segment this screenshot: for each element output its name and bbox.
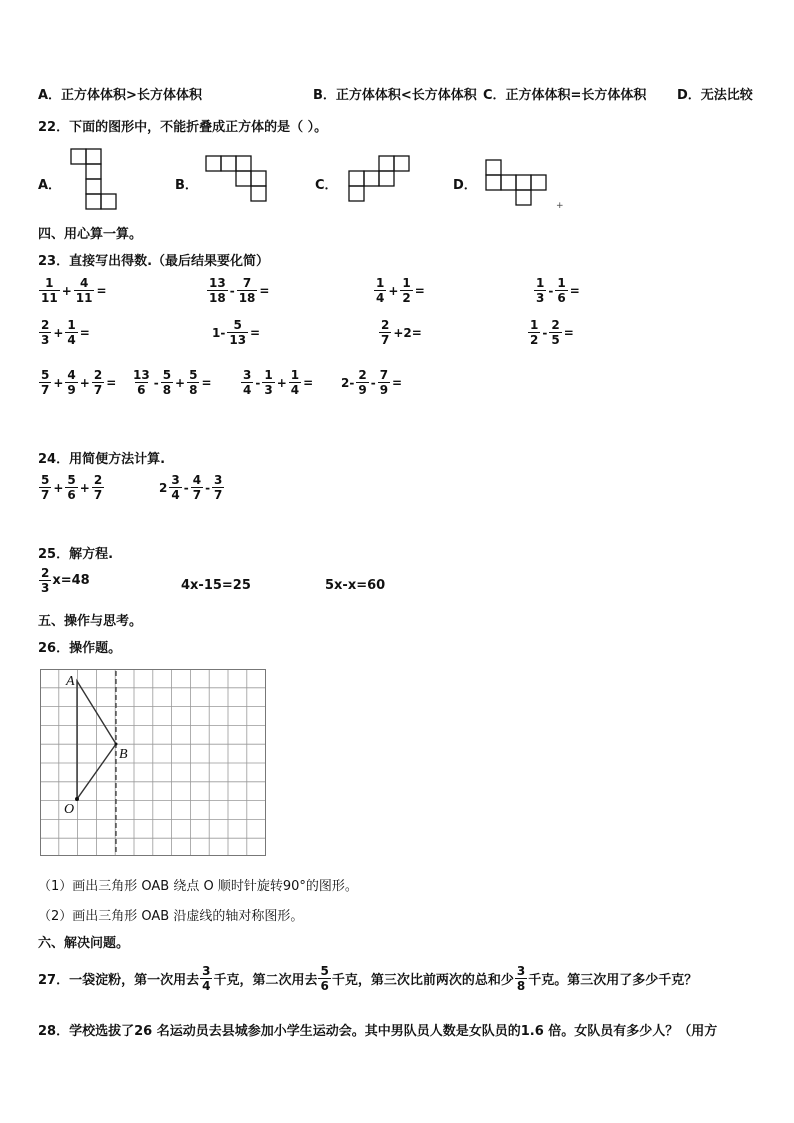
fraction: $\frac{2}{9}$ bbox=[358, 368, 367, 397]
point-o bbox=[75, 797, 79, 801]
q26-subquestion-2: （2）画出三角形 OAB 沿虚线的轴对称图形。 bbox=[38, 909, 304, 924]
section-6-heading: 六、解决问题。 bbox=[38, 936, 130, 951]
q26-question: 26．操作题。 bbox=[38, 641, 122, 656]
q23-row1-expr-4: $\frac{1}{3}$ - $\frac{1}{6}$ = bbox=[536, 276, 580, 305]
q21-option-a: A．正方体体积>长方体体积 bbox=[38, 88, 202, 103]
fraction: $\frac{5}{8}$ bbox=[162, 368, 172, 397]
q28-question: 28．学校选拔了26 名运动员去县城参加小学生运动会。其中男队员人数是女队员的1.6 倍。女队员有多少人？（用方 bbox=[38, 1024, 718, 1039]
q24-expr-1: $\frac{5}{7}$ + $\frac{5}{6}$ + $\frac{2}{7}$ bbox=[41, 473, 103, 502]
fraction: $\frac{1}{6}$ bbox=[557, 276, 566, 305]
q23-row1-expr-3: $\frac{1}{4}$ + $\frac{1}{2}$ = bbox=[376, 276, 425, 305]
fraction: $\frac{13}{18}$ bbox=[209, 276, 226, 305]
q24-expr-2: 2 $\frac{3}{4}$ - $\frac{4}{7}$ - $\frac{3}{7}$ bbox=[159, 473, 223, 502]
equation-3: 5x-x=60 bbox=[325, 578, 386, 593]
fraction: $\frac{7}{9}$ bbox=[379, 368, 389, 397]
q23-question: 23．直接写出得数.（最后结果要化简） bbox=[38, 254, 270, 269]
equation-1-fraction: $\frac{2}{3}$ bbox=[41, 566, 50, 595]
q21-option-c: C．正方体体积=长方体体积 bbox=[483, 88, 647, 103]
q23-row3-expr-1: $\frac{5}{7}$ + $\frac{4}{9}$ + $\frac{2}{7}$ = bbox=[41, 368, 117, 397]
q23-row2-expr-2: 1- $\frac{5}{13}$ = bbox=[212, 318, 261, 347]
stray-mark-icon: + bbox=[556, 201, 564, 211]
fraction: $\frac{5}{7}$ bbox=[41, 368, 50, 397]
point-b bbox=[115, 743, 118, 746]
section-4-heading: 四、用心算一算。 bbox=[38, 227, 143, 242]
fraction: $\frac{1}{4}$ bbox=[67, 318, 76, 347]
fraction: $\frac{1}{2}$ bbox=[530, 318, 539, 347]
q21-option-b: B．正方体体积<长方体体积 bbox=[313, 88, 477, 103]
q22-label-c: C． bbox=[315, 178, 338, 193]
fraction: $\frac{1}{2}$ bbox=[402, 276, 411, 305]
q21-option-d: D．无法比较 bbox=[677, 88, 753, 103]
q24-question: 24．用简便方法计算. bbox=[38, 452, 166, 467]
fraction: $\frac{2}{7}$ bbox=[93, 473, 103, 502]
q23-row2-expr-4: $\frac{1}{2}$ - $\frac{2}{5}$ = bbox=[530, 318, 574, 347]
q25-question: 25．解方程. bbox=[38, 547, 114, 562]
fraction: $\frac{13}{6}$ bbox=[133, 368, 150, 397]
label-o: O bbox=[64, 802, 75, 817]
q23-row1-expr-1: $\frac{1}{11}$ + $\frac{4}{11}$ = bbox=[41, 276, 107, 305]
q23-row1-expr-2: $\frac{13}{18}$ - $\frac{7}{18}$ = bbox=[209, 276, 270, 305]
equation-1: $\frac{2}{3}$ x=48 bbox=[41, 566, 90, 595]
fraction: $\frac{1}{3}$ bbox=[264, 368, 273, 397]
fraction: $\frac{2}{3}$ bbox=[41, 318, 50, 347]
fraction: $\frac{1}{11}$ bbox=[41, 276, 58, 305]
fraction: $\frac{5}{7}$ bbox=[41, 473, 50, 502]
fraction: $\frac{2}{7}$ bbox=[381, 318, 390, 347]
fraction: $\frac{7}{18}$ bbox=[238, 276, 256, 305]
q23-row2-expr-3: $\frac{2}{7}$ +2= bbox=[381, 318, 422, 347]
cube-net-b bbox=[205, 155, 271, 205]
section-5-heading: 五、操作与思考。 bbox=[38, 614, 143, 629]
fraction: $\frac{5}{8}$ bbox=[189, 368, 198, 397]
equation-2: 4x-15=25 bbox=[181, 578, 251, 593]
fraction: $\frac{2}{5}$ bbox=[551, 318, 560, 347]
q23-row2-expr-1: $\frac{2}{3}$ + $\frac{1}{4}$ = bbox=[41, 318, 90, 347]
q23-row3-expr-4: 2- $\frac{2}{9}$ - $\frac{7}{9}$ = bbox=[341, 368, 403, 397]
cube-net-a bbox=[70, 148, 120, 212]
label-a: A bbox=[66, 674, 75, 689]
fraction: $\frac{1}{4}$ bbox=[376, 276, 385, 305]
q22-question: 22．下面的图形中，不能折叠成正方体的是（ ）。 bbox=[38, 120, 328, 135]
q23-row3-expr-3: $\frac{3}{4}$ - $\frac{1}{3}$ + $\frac{1}{4}$ = bbox=[243, 368, 314, 397]
fraction: $\frac{4}{7}$ bbox=[192, 473, 202, 502]
q22-label-d: D． bbox=[453, 178, 477, 193]
q22-label-b: B． bbox=[175, 178, 198, 193]
fraction: $\frac{3}{7}$ bbox=[214, 473, 223, 502]
fraction: $\frac{3}{4}$ bbox=[171, 473, 180, 502]
q23-row3-expr-2: $\frac{13}{6}$ - $\frac{5}{8}$ + $\frac{5}{8}$ = bbox=[133, 368, 212, 397]
fraction: $\frac{4}{11}$ bbox=[75, 276, 93, 305]
fraction: $\frac{3}{4}$ bbox=[243, 368, 252, 397]
q27-question: 27．一袋淀粉，第一次用去 $\frac{3}{4}$ 千克，第二次用去 $\frac{5}{6}$ 千克，第三次比前两次的总和少 $\frac{3}{8}$ 千克。第三次用了多少千克？ bbox=[38, 964, 698, 993]
q26-subquestion-1: （1）画出三角形 OAB 绕点 O 顺时针旋转90°的图形。 bbox=[38, 879, 358, 894]
fraction: $\frac{5}{13}$ bbox=[229, 318, 247, 347]
q26-grid-figure bbox=[40, 669, 266, 856]
fraction: $\frac{4}{9}$ bbox=[67, 368, 76, 397]
fraction: $\frac{5}{6}$ bbox=[67, 473, 76, 502]
fraction: $\frac{1}{3}$ bbox=[536, 276, 545, 305]
label-b: B bbox=[119, 747, 128, 762]
cube-net-d bbox=[485, 159, 551, 209]
cube-net-c bbox=[348, 155, 414, 205]
fraction: $\frac{1}{4}$ bbox=[290, 368, 300, 397]
fraction: $\frac{2}{7}$ bbox=[93, 368, 103, 397]
q22-label-a: A． bbox=[38, 178, 62, 193]
